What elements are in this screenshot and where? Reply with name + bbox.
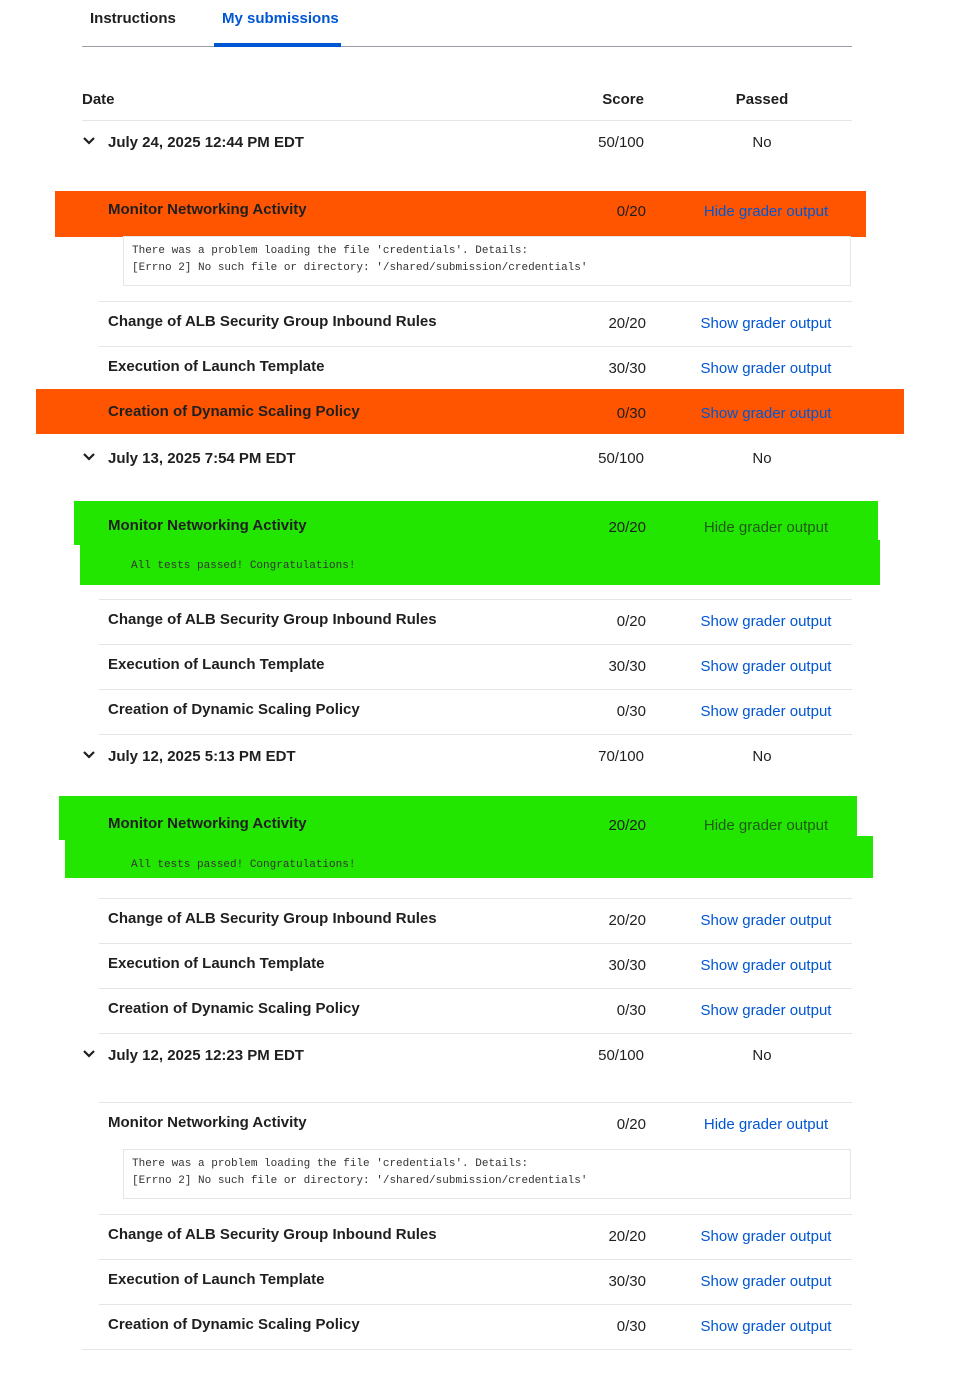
task-name: Change of ALB Security Group Inbound Rules (108, 611, 437, 628)
task-score: 20/20 (608, 817, 646, 834)
grader-output: All tests passed! Congratulations! (131, 560, 356, 572)
task-score: 20/20 (608, 912, 646, 929)
submission-date: July 13, 2025 7:54 PM EDT (108, 450, 296, 467)
divider (99, 346, 852, 347)
task-score: 20/20 (608, 315, 646, 332)
show-grader-output-link[interactable]: Show grader output (700, 703, 832, 720)
tab-instructions[interactable]: Instructions (90, 10, 176, 27)
submission-date: July 24, 2025 12:44 PM EDT (108, 134, 304, 151)
task-score: 30/30 (608, 658, 646, 675)
grader-output (123, 236, 851, 286)
divider (99, 599, 852, 600)
task-score: 0/30 (616, 405, 646, 422)
hide-grader-output-link[interactable]: Hide grader output (703, 817, 829, 834)
grader-output (123, 1149, 851, 1199)
task-name: Monitor Networking Activity (108, 517, 307, 534)
task-score: 20/20 (608, 1228, 646, 1245)
highlight-mark (65, 836, 873, 878)
task-name: Creation of Dynamic Scaling Policy (108, 403, 360, 420)
task-score: 0/20 (616, 613, 646, 630)
column-header-passed: Passed (735, 91, 789, 108)
show-grader-output-link[interactable]: Show grader output (700, 912, 832, 929)
active-tab-indicator (214, 43, 341, 47)
task-name: Monitor Networking Activity (108, 201, 307, 218)
chevron-down-icon[interactable] (82, 135, 96, 147)
task-name: Change of ALB Security Group Inbound Rules (108, 1226, 437, 1243)
tab-my-submissions[interactable]: My submissions (222, 10, 339, 27)
divider (99, 1214, 852, 1215)
task-score: 0/20 (616, 1116, 646, 1133)
grader-output-line: [Errno 2] No such file or directory: '/shared/submission/credentials' (132, 262, 588, 274)
chevron-down-icon[interactable] (82, 1048, 96, 1060)
task-score: 30/30 (608, 1273, 646, 1290)
grader-output-line: There was a problem loading the file 'credentials'. Details: (132, 1158, 529, 1170)
task-name: Execution of Launch Template (108, 955, 325, 972)
task-name: Creation of Dynamic Scaling Policy (108, 1000, 360, 1017)
task-name: Change of ALB Security Group Inbound Rules (108, 910, 437, 927)
submission-score: 50/100 (598, 1047, 644, 1064)
show-grader-output-link[interactable]: Show grader output (700, 360, 832, 377)
task-name: Creation of Dynamic Scaling Policy (108, 701, 360, 718)
divider (99, 988, 852, 989)
submission-passed: No (752, 450, 772, 467)
task-score: 30/30 (608, 957, 646, 974)
show-grader-output-link[interactable]: Show grader output (700, 1002, 832, 1019)
divider (99, 301, 852, 302)
task-name: Monitor Networking Activity (108, 815, 307, 832)
show-grader-output-link[interactable]: Show grader output (700, 1273, 832, 1290)
task-name: Change of ALB Security Group Inbound Rules (108, 313, 437, 330)
task-score: 0/30 (616, 1002, 646, 1019)
task-score: 20/20 (608, 519, 646, 536)
divider (99, 1033, 852, 1034)
show-grader-output-link[interactable]: Show grader output (700, 405, 832, 422)
show-grader-output-link[interactable]: Show grader output (700, 613, 832, 630)
submission-passed: No (752, 134, 772, 151)
task-score: 30/30 (608, 360, 646, 377)
divider (99, 943, 852, 944)
hide-grader-output-link[interactable]: Hide grader output (703, 203, 829, 220)
task-score: 0/20 (616, 203, 646, 220)
column-header-date: Date (82, 91, 115, 108)
show-grader-output-link[interactable]: Show grader output (700, 957, 832, 974)
task-score: 0/30 (616, 703, 646, 720)
hide-grader-output-link[interactable]: Hide grader output (703, 1116, 829, 1133)
chevron-down-icon[interactable] (82, 749, 96, 761)
divider (99, 1102, 852, 1103)
show-grader-output-link[interactable]: Show grader output (700, 1318, 832, 1335)
task-name: Monitor Networking Activity (108, 1114, 307, 1131)
show-grader-output-link[interactable]: Show grader output (700, 658, 832, 675)
task-name: Execution of Launch Template (108, 1271, 325, 1288)
grader-output-line: There was a problem loading the file 'credentials'. Details: (132, 245, 529, 257)
task-name: Execution of Launch Template (108, 358, 325, 375)
divider (99, 898, 852, 899)
submission-date: July 12, 2025 12:23 PM EDT (108, 1047, 304, 1064)
submission-passed: No (752, 748, 772, 765)
tabs-divider (82, 46, 852, 47)
divider (99, 689, 852, 690)
submission-score: 70/100 (598, 748, 644, 765)
grader-output-line: [Errno 2] No such file or directory: '/shared/submission/credentials' (132, 1175, 588, 1187)
chevron-down-icon[interactable] (82, 451, 96, 463)
submission-date: July 12, 2025 5:13 PM EDT (108, 748, 296, 765)
submission-passed: No (752, 1047, 772, 1064)
show-grader-output-link[interactable]: Show grader output (700, 315, 832, 332)
grader-output: All tests passed! Congratulations! (131, 859, 356, 871)
divider (99, 1304, 852, 1305)
divider (99, 644, 852, 645)
divider (82, 1349, 852, 1350)
submission-score: 50/100 (598, 450, 644, 467)
task-score: 0/30 (616, 1318, 646, 1335)
task-name: Execution of Launch Template (108, 656, 325, 673)
show-grader-output-link[interactable]: Show grader output (700, 1228, 832, 1245)
task-name: Creation of Dynamic Scaling Policy (108, 1316, 360, 1333)
divider (99, 734, 852, 735)
divider (82, 120, 852, 121)
submission-score: 50/100 (598, 134, 644, 151)
hide-grader-output-link[interactable]: Hide grader output (703, 519, 829, 536)
divider (99, 1259, 852, 1260)
column-header-score: Score (602, 91, 644, 108)
